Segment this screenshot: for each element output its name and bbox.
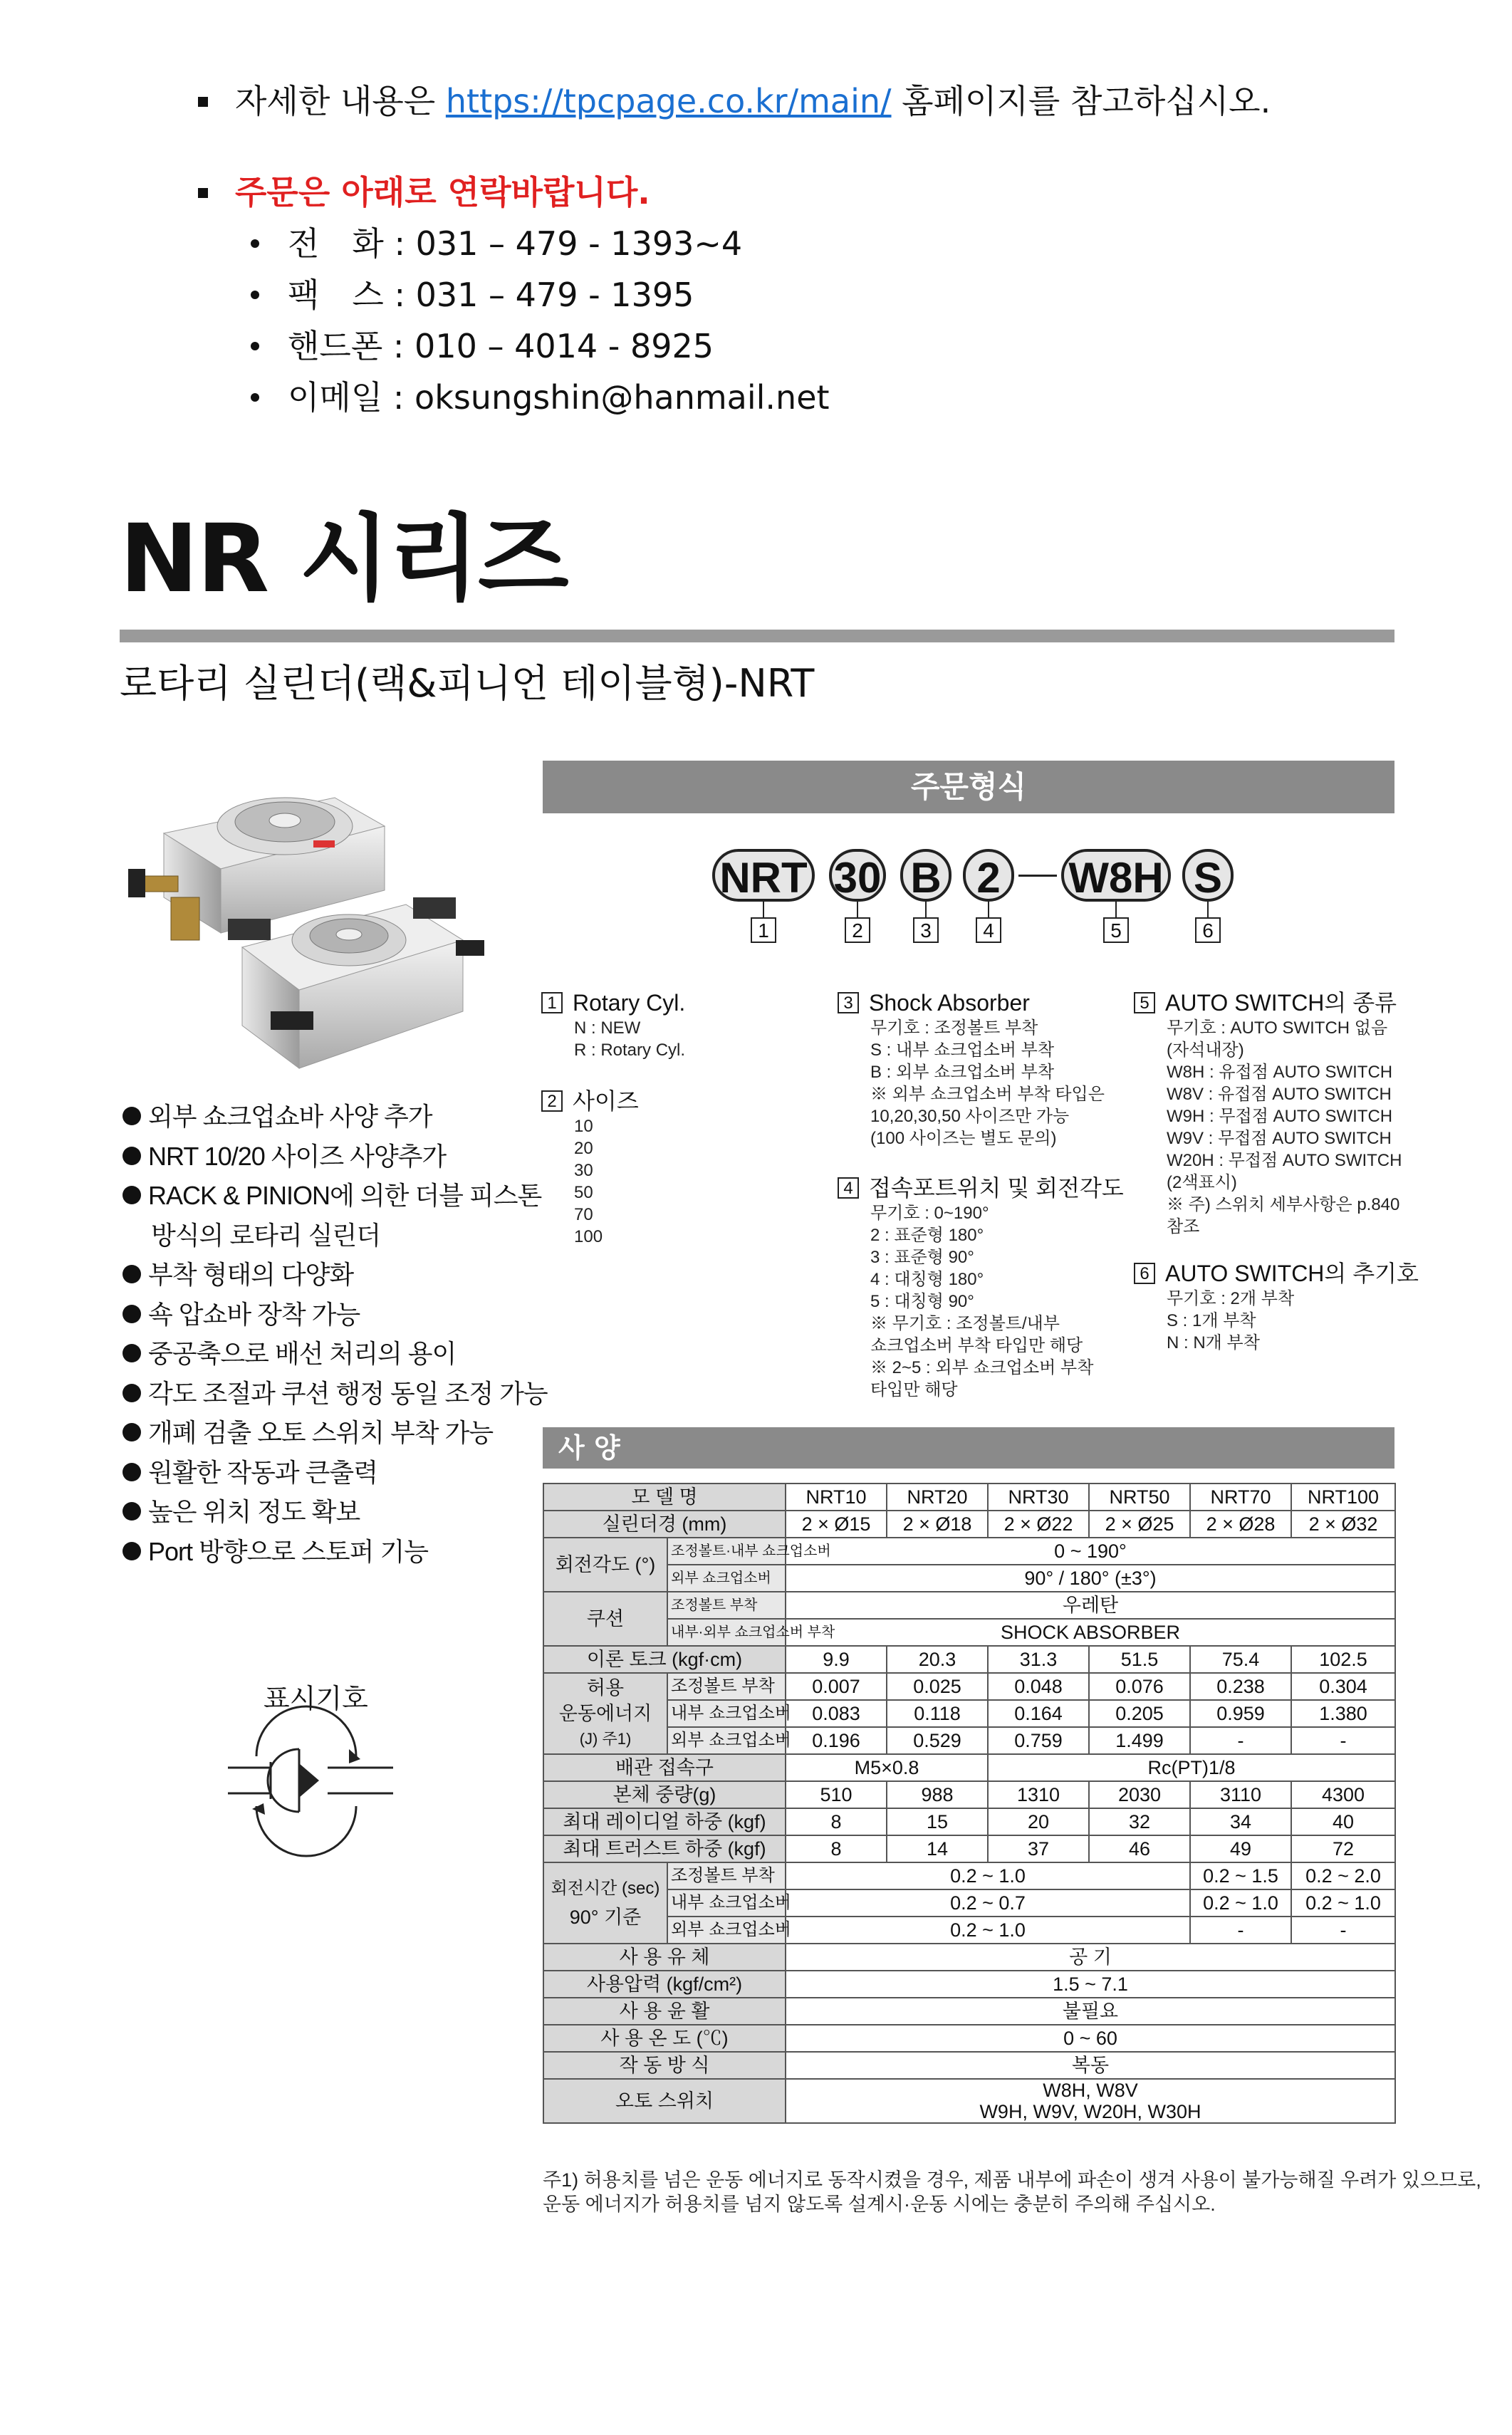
bullet-dot bbox=[122, 1542, 141, 1560]
code-connector bbox=[1207, 902, 1209, 917]
table-cell: 4300 bbox=[1291, 1781, 1395, 1808]
bullet-dot bbox=[122, 1107, 141, 1125]
table-row: 사 용 윤 활 불필요 bbox=[543, 1998, 1395, 2025]
table-row: 실린더경 (mm) 2 × Ø15 2 × Ø18 2 × Ø22 2 × Ø25 2 × Ø28 2 × Ø32 bbox=[543, 1511, 1395, 1538]
code-number-box: 6 bbox=[1195, 917, 1221, 943]
table-cell: 40 bbox=[1291, 1808, 1395, 1835]
table-cell: 0.205 bbox=[1089, 1700, 1190, 1727]
contact-fax: 팩 스 : 031 – 479 - 1395 bbox=[251, 273, 694, 316]
table-cell: NRT20 bbox=[887, 1484, 988, 1511]
table-cell: 1.5 ~ 7.1 bbox=[786, 1971, 1395, 1998]
table-row: 최대 레이디얼 하중 (kgf) 8 15 20 32 34 40 bbox=[543, 1808, 1395, 1835]
info-suffix: 홈페이지를 참고하십시오. bbox=[891, 82, 1271, 120]
table-cell: SHOCK ABSORBER bbox=[786, 1619, 1395, 1646]
homepage-link[interactable]: https://tpcpage.co.kr/main/ bbox=[445, 82, 892, 120]
table-row: 사 용 온 도 (℃) 0 ~ 60 bbox=[543, 2025, 1395, 2052]
table-cell: 0.238 bbox=[1190, 1673, 1291, 1700]
table-cell: NRT30 bbox=[988, 1484, 1089, 1511]
code-size: 30 bbox=[829, 849, 886, 902]
table-row: 오토 스위치 W8H, W8V W9H, W9V, W20H, W30H bbox=[543, 2079, 1395, 2123]
table-cell: 0.759 bbox=[988, 1727, 1089, 1754]
table-cell: 0.2 ~ 1.0 bbox=[786, 1862, 1190, 1889]
info-prefix: 자세한 내용은 bbox=[235, 82, 446, 120]
spec-header: 사 양 bbox=[543, 1427, 1394, 1469]
feature-item: 부착 형태의 다양화 bbox=[122, 1255, 548, 1295]
table-cell: 0.2 ~ 1.0 bbox=[1190, 1889, 1291, 1917]
table-cell: 31.3 bbox=[988, 1646, 1089, 1673]
table-cell: 0.025 bbox=[887, 1673, 988, 1700]
table-cell: Rc(PT)1/8 bbox=[988, 1754, 1395, 1781]
table-cell: 8 bbox=[786, 1835, 887, 1862]
table-cell: 우레탄 bbox=[786, 1592, 1395, 1619]
bullet-dot bbox=[251, 342, 259, 350]
code-number-box: 2 bbox=[845, 917, 870, 943]
table-cell: 0.083 bbox=[786, 1700, 887, 1727]
table-row: 사용압력 (kgf/cm²) 1.5 ~ 7.1 bbox=[543, 1971, 1395, 1998]
bullet-dot bbox=[251, 239, 259, 248]
contact-mobile: 핸드폰 : 010 – 4014 - 8925 bbox=[251, 325, 714, 367]
table-cell: 988 bbox=[887, 1781, 988, 1808]
bullet-dot bbox=[122, 1344, 141, 1362]
table-row: 회전시간 (sec) 90° 기준 조정볼트 부착 0.2 ~ 1.0 0.2 ~ 1.5 0.2 ~ 2.0 bbox=[543, 1862, 1395, 1889]
code-switch-qty: S bbox=[1182, 849, 1234, 902]
option-size: 2 사이즈 10 20 30 50 70 100 bbox=[541, 1087, 639, 1248]
code-shock: B bbox=[900, 849, 951, 902]
bullet-square bbox=[198, 188, 208, 198]
table-cell: 3110 bbox=[1190, 1781, 1291, 1808]
product-subtitle: 로타리 실린더(랙&피니언 테이블형)-NRT bbox=[120, 661, 815, 706]
code-number-box: 1 bbox=[751, 917, 776, 943]
table-cell: 1.499 bbox=[1089, 1727, 1190, 1754]
table-cell: NRT70 bbox=[1190, 1484, 1291, 1511]
code-connector bbox=[925, 902, 927, 917]
table-cell: 72 bbox=[1291, 1835, 1395, 1862]
table-row: 외부 쇼크업소버 90° / 180° (±3°) bbox=[543, 1565, 1395, 1592]
table-row: 배관 접속구 M5×0.8 Rc(PT)1/8 bbox=[543, 1754, 1395, 1781]
table-cell: 46 bbox=[1089, 1835, 1190, 1862]
table-row: 내부·외부 쇼크업소버 부착 SHOCK ABSORBER bbox=[543, 1619, 1395, 1646]
table-cell: 37 bbox=[988, 1835, 1089, 1862]
table-cell: 공 기 bbox=[786, 1944, 1395, 1971]
bullet-square bbox=[198, 97, 208, 107]
table-cell: 34 bbox=[1190, 1808, 1291, 1835]
bullet-dot bbox=[122, 1463, 141, 1481]
code-connector bbox=[857, 902, 858, 917]
bullet-dot bbox=[122, 1265, 141, 1283]
feature-item: 쇽 압쇼바 장착 가능 bbox=[122, 1295, 548, 1335]
feature-item: Port 방향으로 스토퍼 기능 bbox=[122, 1532, 548, 1572]
bullet-dot bbox=[251, 393, 259, 402]
table-cell: 15 bbox=[887, 1808, 988, 1835]
feature-item-continued: 방식의 로타리 실린더 bbox=[151, 1220, 380, 1250]
option-rotary-cyl: 1 Rotary Cyl. N : NEW R : Rotary Cyl. bbox=[541, 989, 685, 1061]
feature-item: NRT 10/20 사이즈 사양추가 bbox=[122, 1137, 548, 1177]
table-cell: 0 ~ 60 bbox=[786, 2025, 1395, 2052]
table-cell: 0.304 bbox=[1291, 1673, 1395, 1700]
bullet-dot bbox=[122, 1502, 141, 1521]
table-row: 회전각도 (°) 조정볼트·내부 쇼크업소버 0 ~ 190° bbox=[543, 1538, 1395, 1565]
table-cell: M5×0.8 bbox=[786, 1754, 988, 1781]
table-cell: 0.959 bbox=[1190, 1700, 1291, 1727]
table-cell: 49 bbox=[1190, 1835, 1291, 1862]
feature-item: 각도 조절과 쿠션 행정 동일 조정 가능 bbox=[122, 1374, 548, 1414]
table-cell: 90° / 180° (±3°) bbox=[786, 1565, 1395, 1592]
table-cell: 0.2 ~ 2.0 bbox=[1291, 1862, 1395, 1889]
table-cell: 0.196 bbox=[786, 1727, 887, 1754]
table-row: 이론 토크 (kgf·cm) 9.9 20.3 31.3 51.5 75.4 102.5 bbox=[543, 1646, 1395, 1673]
bullet-dot bbox=[122, 1423, 141, 1441]
rotary-actuator-symbol-icon bbox=[228, 1735, 399, 1827]
table-cell: - bbox=[1190, 1727, 1291, 1754]
bullet-dot bbox=[122, 1186, 141, 1204]
spec-table bbox=[543, 1483, 1396, 2124]
order-contact-title: 주문은 아래로 연락바랍니다. bbox=[235, 173, 650, 212]
code-number-box: 5 bbox=[1103, 917, 1129, 943]
table-cell: 9.9 bbox=[786, 1646, 887, 1673]
title-divider bbox=[120, 630, 1394, 642]
table-row: 모 델 명 NRT10 NRT20 NRT30 NRT50 NRT70 NRT100 bbox=[543, 1484, 1395, 1511]
option-auto-switch-qty: 6 AUTO SWITCH의 추기호 무기호 : 2개 부착 S : 1개 부착 N : N개 부착 bbox=[1134, 1259, 1419, 1354]
feature-item: RACK & PINION에 의한 더블 피스톤 bbox=[122, 1176, 548, 1216]
info-line bbox=[235, 80, 1271, 122]
code-connector bbox=[1115, 902, 1117, 917]
table-cell: 8 bbox=[786, 1808, 887, 1835]
table-cell: 0 ~ 190° bbox=[786, 1538, 1395, 1565]
feature-list bbox=[122, 1097, 548, 1571]
code-connector bbox=[763, 902, 764, 917]
table-cell: 2 × Ø15 bbox=[786, 1511, 887, 1538]
feature-item: 원활한 작동과 큰출력 bbox=[122, 1453, 548, 1493]
contact-email[interactable]: 이메일 : oksungshin@hanmail.net bbox=[251, 376, 830, 419]
code-connector bbox=[988, 902, 989, 917]
table-cell: 2 × Ø18 bbox=[887, 1511, 988, 1538]
table-cell: 2 × Ø22 bbox=[988, 1511, 1089, 1538]
table-row: 허용 운동에너지 (J) 주1) 조정볼트 부착 0.007 0.025 0.048 0.076 0.238 0.304 bbox=[543, 1673, 1395, 1700]
table-cell: 2 × Ø32 bbox=[1291, 1511, 1395, 1538]
symbol-label: 표시기호 bbox=[264, 1683, 368, 1714]
code-dash bbox=[1018, 875, 1057, 877]
series-title: NR 시리즈 bbox=[120, 504, 568, 614]
table-cell: 0.048 bbox=[988, 1673, 1089, 1700]
product-photo bbox=[100, 755, 527, 1083]
table-cell: 2 × Ø25 bbox=[1089, 1511, 1190, 1538]
table-cell: 2 × Ø28 bbox=[1190, 1511, 1291, 1538]
contact-phone: 전 화 : 031 – 479 - 1393~4 bbox=[251, 222, 742, 265]
table-cell: 32 bbox=[1089, 1808, 1190, 1835]
table-cell: 복동 bbox=[786, 2052, 1395, 2079]
table-cell: 75.4 bbox=[1190, 1646, 1291, 1673]
bullet-dot bbox=[122, 1305, 141, 1323]
table-cell: 0.2 ~ 1.0 bbox=[1291, 1889, 1395, 1917]
table-cell: 102.5 bbox=[1291, 1646, 1395, 1673]
table-cell: 0.164 bbox=[988, 1700, 1089, 1727]
option-auto-switch-type: 5 AUTO SWITCH의 종류 무기호 : AUTO SWITCH 없음 (자석내장) W8H : 유접점 AUTO SWITCH W8V : 유접점 AUTO SWITCH W9H : 무접점 AUTO SWITCH W9V : 무접점 AUTO SWITCH W20H : 무접점 AUTO SWITCH (2색표시) ※ 주) 스위치 세부사항은 p.840 참조 bbox=[1134, 989, 1402, 1238]
code-port: 2 bbox=[963, 849, 1014, 902]
table-cell: - bbox=[1190, 1917, 1291, 1944]
feature-item: 외부 쇼크업쇼바 사양 추가 bbox=[122, 1097, 548, 1137]
table-row: 사 용 유 체 공 기 bbox=[543, 1944, 1395, 1971]
code-switch: W8H bbox=[1061, 849, 1171, 902]
table-cell: - bbox=[1291, 1727, 1395, 1754]
order-form-header: 주문형식 bbox=[543, 761, 1394, 813]
table-row: 쿠션 조정볼트 부착 우레탄 bbox=[543, 1592, 1395, 1619]
bullet-dot bbox=[251, 291, 259, 299]
table-cell: NRT50 bbox=[1089, 1484, 1190, 1511]
table-cell: 0.076 bbox=[1089, 1673, 1190, 1700]
table-row: 내부 쇼크업소버 0.2 ~ 0.7 0.2 ~ 1.0 0.2 ~ 1.0 bbox=[543, 1889, 1395, 1917]
feature-item: 개폐 검출 오토 스위치 부착 가능 bbox=[122, 1413, 548, 1453]
table-cell: 1310 bbox=[988, 1781, 1089, 1808]
table-cell: W8H, W8V W9H, W9V, W20H, W30H bbox=[786, 2079, 1395, 2123]
table-cell: 14 bbox=[887, 1835, 988, 1862]
code-number-box: 3 bbox=[913, 917, 939, 943]
code-model: NRT bbox=[712, 849, 815, 902]
table-cell: 0.2 ~ 1.0 bbox=[786, 1917, 1190, 1944]
table-cell: - bbox=[1291, 1917, 1395, 1944]
table-cell: 51.5 bbox=[1089, 1646, 1190, 1673]
table-row: 외부 쇼크업소버 0.196 0.529 0.759 1.499 - - bbox=[543, 1727, 1395, 1754]
option-port-angle: 4 접속포트위치 및 회전각도 무기호 : 0~190° 2 : 표준형 180° 3 : 표준형 90° 4 : 대칭형 180° 5 : 대칭형 90° ※ 무기호 : 조정볼트/내부 쇼크업소버 부착 타입만 해당 ※ 2~5 : 외부 쇼크업소버 부착 타입만 해당 bbox=[838, 1174, 1124, 1401]
table-row: 최대 트러스트 하중 (kgf) 8 14 37 46 49 72 bbox=[543, 1835, 1395, 1862]
feature-item: 중공축으로 배선 처리의 용이 bbox=[122, 1334, 548, 1374]
table-cell: 0.118 bbox=[887, 1700, 988, 1727]
table-cell: NRT100 bbox=[1291, 1484, 1395, 1511]
table-cell: 20 bbox=[988, 1808, 1089, 1835]
rotary-cylinder-lower bbox=[228, 897, 484, 1068]
table-cell: 1.380 bbox=[1291, 1700, 1395, 1727]
table-cell: 510 bbox=[786, 1781, 887, 1808]
table-cell: 2030 bbox=[1089, 1781, 1190, 1808]
bullet-dot bbox=[122, 1384, 141, 1402]
table-row: 내부 쇼크업소버 0.083 0.118 0.164 0.205 0.959 1.380 bbox=[543, 1700, 1395, 1727]
spec-footnote: 주1) 허용치를 넘은 운동 에너지로 동작시켰을 경우, 제품 내부에 파손이 생겨 사용이 불가능해질 우려가 있으므로, 운동 에너지가 허용치를 넘지 않도록 설계시·운동 시에는 충분히 주의해 주십시오. bbox=[543, 2169, 1481, 2215]
table-cell: 0.529 bbox=[887, 1727, 988, 1754]
feature-item: 높은 위치 정도 확보 bbox=[122, 1492, 548, 1532]
table-cell: NRT10 bbox=[786, 1484, 887, 1511]
table-cell: 0.2 ~ 0.7 bbox=[786, 1889, 1190, 1917]
table-cell: 0.2 ~ 1.5 bbox=[1190, 1862, 1291, 1889]
table-row: 외부 쇼크업소버 0.2 ~ 1.0 - - bbox=[543, 1917, 1395, 1944]
table-cell: 20.3 bbox=[887, 1646, 988, 1673]
option-shock-absorber: 3 Shock Absorber 무기호 : 조정볼트 부착 S : 내부 쇼크업소버 부착 B : 외부 쇼크업소버 부착 ※ 외부 쇼크업소버 부착 타입은 10,20,30,50 사이즈만 가능 (100 사이즈는 별도 문의) bbox=[838, 989, 1105, 1149]
bullet-dot bbox=[122, 1147, 141, 1165]
table-cell: 불필요 bbox=[786, 1998, 1395, 2025]
table-row: 본체 중량(g) 510 988 1310 2030 3110 4300 bbox=[543, 1781, 1395, 1808]
table-row: 작 동 방 식 복동 bbox=[543, 2052, 1395, 2079]
code-number-box: 4 bbox=[976, 917, 1001, 943]
table-cell: 0.007 bbox=[786, 1673, 887, 1700]
